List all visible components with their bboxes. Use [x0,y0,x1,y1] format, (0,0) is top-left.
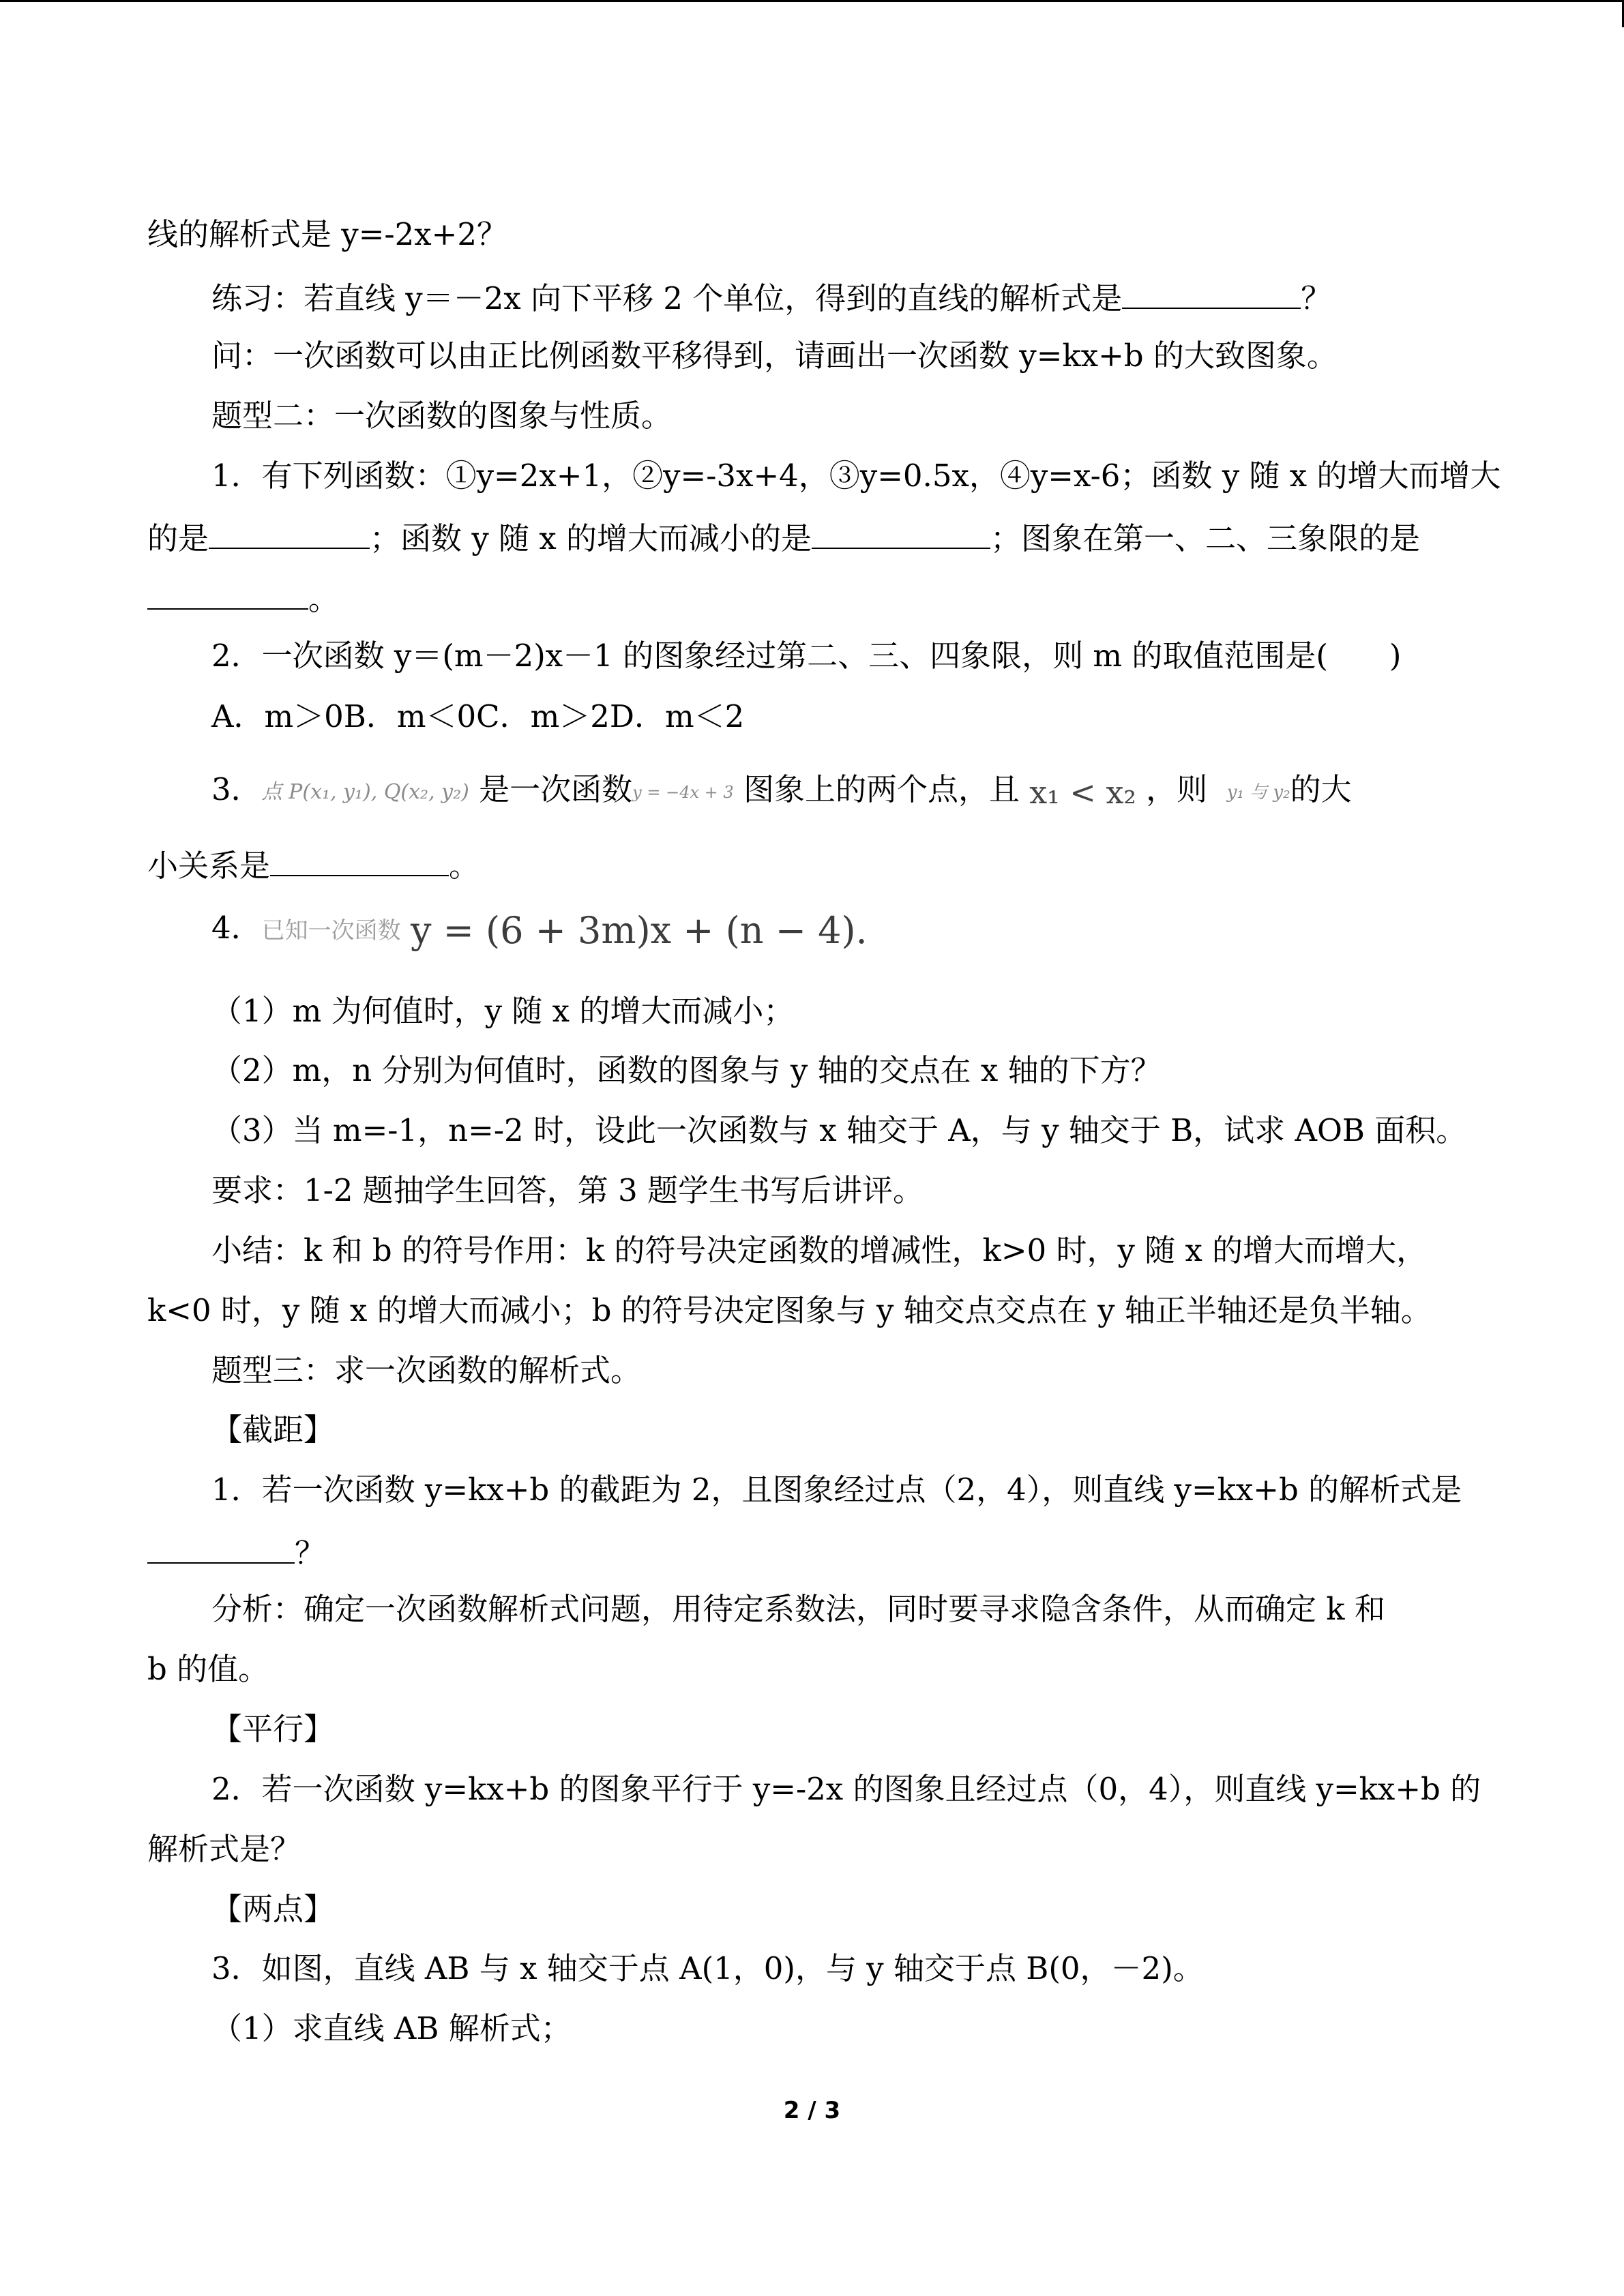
question-4-part-3: （3）当 m=-1，n=-2 时，设此一次函数与 x 轴交于 A，与 y 轴交于 B，试求 AOB 面积。 [211,1112,1467,1148]
section-heading: 题型三：求一次函数的解析式。 [211,1352,642,1388]
page-number: 2 / 3 [783,2097,841,2124]
subsection-heading: 【截距】 [211,1412,335,1448]
question-2-options: A．m＞0B．m＜0C．m＞2D．m＜2 [211,698,745,734]
answer-blank [1122,275,1301,309]
top-border [0,0,1624,2]
text-line: 线的解析式是 y=-2x+2？ [147,216,507,252]
question-two-points: 3．如图，直线 AB 与 x 轴交于点 A(1，0)，与 y 轴交于点 B(0，－2)。 [211,1950,1204,1986]
math-formula-image: 点 P(x₁, y₁), Q(x₂, y₂) [261,779,469,804]
math-formula-image: x₁ < x₂ [1029,773,1136,811]
question-4-part-1: （1）m 为何值时，y 随 x 的增大而减小； [211,993,795,1029]
question-parallel-continued: 解析式是？ [147,1831,301,1867]
question-intercept-continued: ？ [147,1530,325,1574]
answer-blank [147,576,308,610]
question-3-continued: 小关系是 。 [147,842,479,886]
exercise-line: 练习：若直线 y＝－2x 向下平移 2 个单位，得到的直线的解析式是 ？ [211,275,1331,319]
text-line: 问：一次函数可以由正比例函数平移得到，请画出一次函数 y=kx+b 的大致图象。 [211,338,1338,374]
math-formula-image: y = −4x + 3 [632,782,734,802]
question-1-end: 。 [147,576,339,620]
question-4: 4．已知一次函数 y = (6 + 3m)x + (n − 4). [211,908,868,952]
requirement-note: 要求：1-2 题抽学生回答，第 3 题学生书写后讲评。 [211,1172,924,1208]
question-parallel: 2．若一次函数 y=kx+b 的图象平行于 y=-2x 的图象且经过点（0，4），则直线 y=kx+b 的 [211,1771,1481,1807]
analysis: 分析：确定一次函数解析式问题，用待定系数法，同时要寻求隐含条件，从而确定 k 和 [211,1591,1385,1627]
math-formula-image: y₁ 与 y₂ [1226,781,1290,803]
summary: 小结：k 和 b 的符号作用：k 的符号决定函数的增减性，k>0 时，y 随 x 的增大而增大， [211,1232,1428,1268]
math-formula-image: 已知一次函数 [261,916,401,944]
answer-blank [147,1530,295,1564]
answer-blank [270,842,449,876]
question-4-part-2: （2）m，n 分别为何值时，函数的图象与 y 轴的交点在 x 轴的下方？ [211,1052,1162,1088]
section-heading: 题型二：一次函数的图象与性质。 [211,398,673,434]
question-2: 2．一次函数 y＝(m－2)x－1 的图象经过第二、三、四象限，则 m 的取值范围是( ) [211,638,1402,674]
analysis-continued: b 的值。 [147,1651,269,1687]
math-formula-image: y = (6 + 3m)x + (n − 4). [410,908,868,952]
subsection-heading: 【两点】 [211,1891,335,1927]
question-1: 1．有下列函数：①y=2x+1，②y=-3x+4，③y=0.5x，④y=x-6；函数 y 随 x 的增大而增大 [211,458,1501,494]
question-intercept: 1．若一次函数 y=kx+b 的截距为 2，且图象经过点（2，4），则直线 y=kx+b 的解析式是 [211,1472,1462,1508]
question-two-points-part-1: （1）求直线 AB 解析式； [211,2010,572,2046]
summary-continued: k<0 时，y 随 x 的增大而减小；b 的符号决定图象与 y 轴交点交点在 y 轴正半轴还是负半轴。 [147,1292,1432,1328]
answer-blank [812,515,990,549]
subsection-heading: 【平行】 [211,1711,335,1747]
question-1-continued: 的是 ；函数 y 随 x 的增大而减小的是 ；图象在第一、二、三象限的是 [147,515,1420,559]
question-3: 3．点 P(x₁, y₁), Q(x₂, y₂) 是一次函数y = −4x + 3 图象上的两个点，且 x₁ < x₂ ，则 y₁ 与 y₂的大 [211,769,1352,813]
answer-blank [209,515,370,549]
